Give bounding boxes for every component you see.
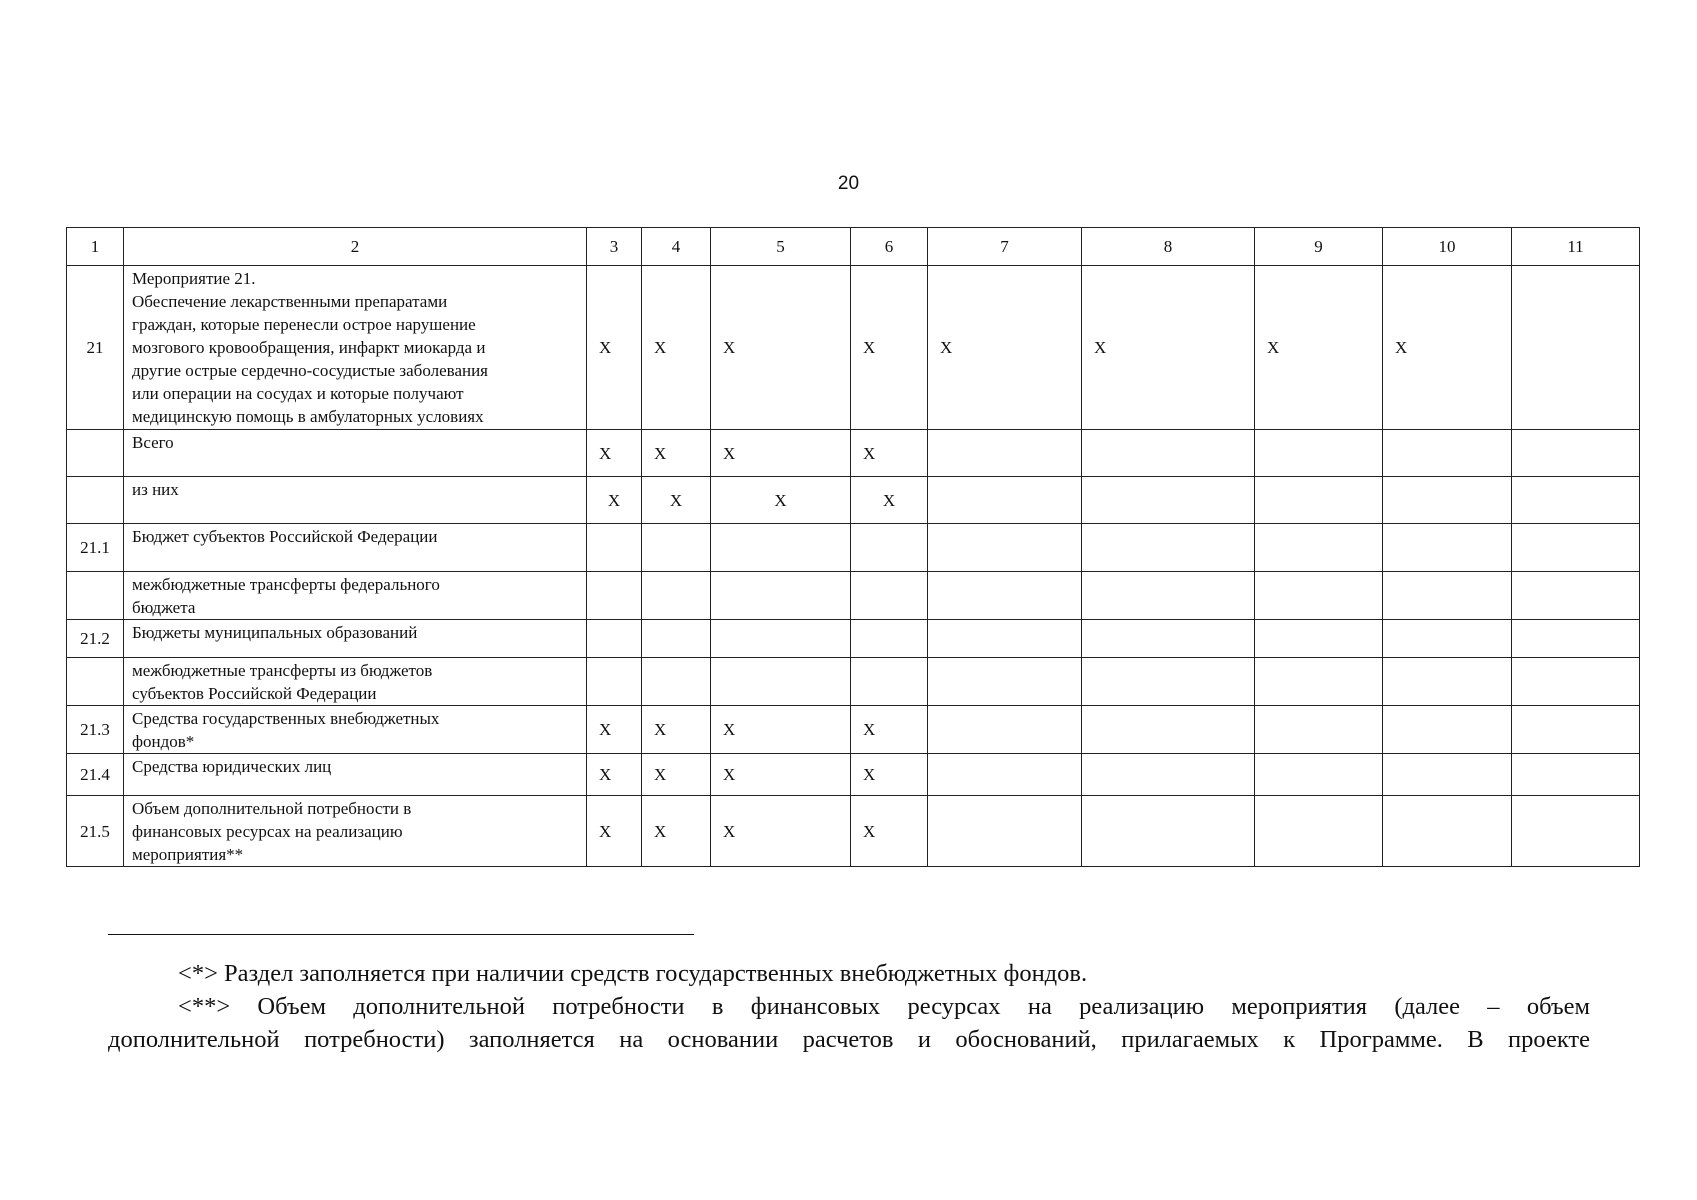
table-row (67, 658, 1640, 706)
column-header: 3 (587, 228, 642, 266)
value-cell: X (851, 266, 928, 430)
value-cell (1082, 524, 1255, 572)
column-header: 6 (851, 228, 928, 266)
row-name (124, 266, 587, 430)
row-name (124, 430, 587, 477)
value-cell (1383, 430, 1512, 477)
value-cell (928, 430, 1082, 477)
row-name-line: Всего (132, 433, 174, 452)
value-cell (1383, 524, 1512, 572)
value-cell: X (851, 706, 928, 754)
value-cell (1255, 477, 1383, 524)
value-cell (1512, 796, 1640, 867)
value-cell: X (587, 266, 642, 430)
row-name-line: или операции на сосудах и которые получают (132, 384, 464, 403)
value-cell: X (1383, 266, 1512, 430)
row-name (124, 477, 587, 524)
value-cell (928, 658, 1082, 706)
value-cell (642, 658, 711, 706)
value-cell (1512, 754, 1640, 796)
value-cell (1255, 706, 1383, 754)
row-name-line: мозгового кровообращения, инфаркт миокарда и (132, 338, 486, 357)
row-name (124, 754, 587, 796)
value-cell (587, 620, 642, 658)
value-cell: X (711, 754, 851, 796)
row-number (67, 477, 124, 524)
value-cell (642, 524, 711, 572)
value-cell: X (642, 477, 711, 524)
value-cell (1512, 706, 1640, 754)
value-cell (1383, 477, 1512, 524)
value-cell (1383, 706, 1512, 754)
row-name-line: Объем дополнительной потребности в (132, 799, 412, 818)
footnote-2-line-1: <**> Объем дополнительной потребности в финансовых ресурсах на реализацию мероприятия (далее – объем (178, 993, 1590, 1020)
row-name-line: Бюджет субъектов Российской Федерации (132, 527, 438, 546)
column-header: 1 (67, 228, 124, 266)
row-number (67, 430, 124, 477)
table-row (67, 706, 1640, 754)
row-name-line: Бюджеты муниципальных образований (132, 623, 418, 642)
page-number: 20 (837, 173, 860, 194)
value-cell (1082, 477, 1255, 524)
table-row (67, 572, 1640, 620)
row-name (124, 620, 587, 658)
value-cell (1255, 796, 1383, 867)
value-cell (587, 658, 642, 706)
column-header: 8 (1082, 228, 1255, 266)
value-cell: X (587, 430, 642, 477)
value-cell (928, 620, 1082, 658)
table-body (67, 228, 1640, 867)
row-name (124, 706, 587, 754)
value-cell (1512, 620, 1640, 658)
footnote-1: <*> Раздел заполняется при наличии средств государственных внебюджетных фондов. (178, 960, 1088, 987)
value-cell (642, 572, 711, 620)
value-cell (1512, 524, 1640, 572)
value-cell: X (711, 477, 851, 524)
value-cell: X (642, 706, 711, 754)
value-cell: X (642, 796, 711, 867)
value-cell: X (711, 266, 851, 430)
row-name-line: граждан, которые перенесли острое нарушение (132, 315, 476, 334)
row-name-line: межбюджетные трансферты федерального (132, 575, 440, 594)
value-cell: X (928, 266, 1082, 430)
value-cell: X (711, 706, 851, 754)
value-cell (851, 524, 928, 572)
row-name-line: Средства юридических лиц (132, 757, 332, 776)
value-cell (1255, 658, 1383, 706)
row-name-line: другие острые сердечно-сосудистые заболевания (132, 361, 489, 380)
value-cell (1082, 796, 1255, 867)
row-name-line: Средства государственных внебюджетных (132, 709, 440, 728)
row-number: 21.3 (67, 706, 124, 754)
value-cell (642, 620, 711, 658)
row-number: 21.2 (67, 620, 124, 658)
value-cell (1512, 266, 1640, 430)
value-cell (1512, 477, 1640, 524)
table-row (67, 430, 1640, 477)
value-cell (928, 706, 1082, 754)
footnote-separator (108, 934, 694, 935)
value-cell: X (642, 754, 711, 796)
value-cell (711, 524, 851, 572)
value-cell: X (587, 477, 642, 524)
value-cell (1255, 524, 1383, 572)
value-cell: X (1082, 266, 1255, 430)
value-cell: X (711, 430, 851, 477)
value-cell (1383, 620, 1512, 658)
table-row (67, 266, 1640, 430)
row-name (124, 572, 587, 620)
value-cell (587, 572, 642, 620)
value-cell (851, 572, 928, 620)
row-number: 21.5 (67, 796, 124, 867)
row-name (124, 796, 587, 867)
value-cell (928, 796, 1082, 867)
row-name-line: мероприятия** (132, 845, 244, 864)
value-cell (1383, 754, 1512, 796)
column-header: 4 (642, 228, 711, 266)
value-cell: X (587, 754, 642, 796)
value-cell (1082, 430, 1255, 477)
table-row (67, 620, 1640, 658)
row-number (67, 658, 124, 706)
value-cell (851, 658, 928, 706)
row-name-line: субъектов Российской Федерации (132, 684, 377, 703)
table-row (67, 754, 1640, 796)
value-cell (1082, 572, 1255, 620)
value-cell (851, 620, 928, 658)
value-cell: X (851, 477, 928, 524)
table-row (67, 524, 1640, 572)
value-cell: X (711, 796, 851, 867)
value-cell (1255, 754, 1383, 796)
value-cell (1512, 658, 1640, 706)
row-name-line: межбюджетные трансферты из бюджетов (132, 661, 433, 680)
value-cell (1082, 706, 1255, 754)
value-cell: X (851, 754, 928, 796)
value-cell (1383, 796, 1512, 867)
row-name (124, 524, 587, 572)
column-header: 7 (928, 228, 1082, 266)
value-cell: X (587, 796, 642, 867)
value-cell: X (851, 796, 928, 867)
value-cell (1512, 572, 1640, 620)
value-cell (928, 477, 1082, 524)
row-name-line: фондов* (132, 732, 195, 751)
row-number: 21.4 (67, 754, 124, 796)
column-header: 9 (1255, 228, 1383, 266)
value-cell (1512, 430, 1640, 477)
row-name-line: бюджета (132, 598, 196, 617)
table-row (67, 477, 1640, 524)
column-header: 10 (1383, 228, 1512, 266)
column-header: 11 (1512, 228, 1640, 266)
value-cell: X (1255, 266, 1383, 430)
value-cell (1255, 620, 1383, 658)
row-name-line: финансовых ресурсах на реализацию (132, 822, 403, 841)
funding-table (66, 227, 1640, 867)
value-cell (1082, 754, 1255, 796)
value-cell (928, 572, 1082, 620)
value-cell (711, 620, 851, 658)
row-number (67, 572, 124, 620)
value-cell (1082, 620, 1255, 658)
row-name-line: медицинскую помощь в амбулаторных условиях (132, 407, 484, 426)
row-number: 21 (67, 266, 124, 430)
value-cell (928, 524, 1082, 572)
value-cell: X (642, 430, 711, 477)
value-cell: X (851, 430, 928, 477)
column-header: 5 (711, 228, 851, 266)
row-name-line: Мероприятие 21. (132, 269, 256, 288)
footnote-2-line-2: дополнительной потребности) заполняется на основании расчетов и обоснований, прилагаемых к Программе. В проекте (108, 1026, 1590, 1053)
value-cell (1255, 430, 1383, 477)
table-header-row (67, 228, 1640, 266)
row-name-line: Обеспечение лекарственными препаратами (132, 292, 448, 311)
value-cell (928, 754, 1082, 796)
value-cell: X (642, 266, 711, 430)
value-cell (1255, 572, 1383, 620)
row-name (124, 658, 587, 706)
value-cell: X (587, 706, 642, 754)
value-cell (1383, 658, 1512, 706)
value-cell (1383, 572, 1512, 620)
value-cell (587, 524, 642, 572)
value-cell (711, 658, 851, 706)
table-row (67, 796, 1640, 867)
column-header: 2 (124, 228, 587, 266)
value-cell (711, 572, 851, 620)
row-number: 21.1 (67, 524, 124, 572)
value-cell (1082, 658, 1255, 706)
row-name-line: из них (132, 480, 179, 499)
